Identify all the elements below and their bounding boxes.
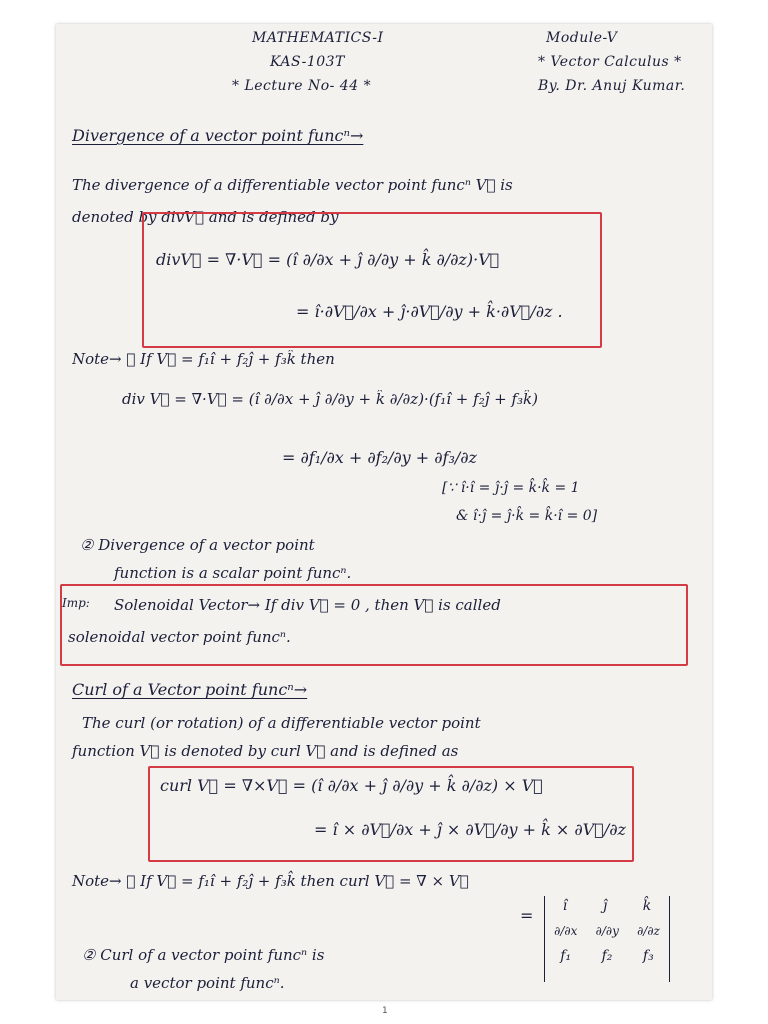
- curl-intro-1: The curl (or rotation) of a differentiable vector point: [82, 714, 481, 732]
- note1-point2-2: function is a scalar point funcⁿ.: [114, 564, 352, 582]
- det-cell: ∂/∂x: [554, 924, 578, 938]
- note1-point2-1: ② Divergence of a vector point: [80, 536, 315, 554]
- det-row-3: [545, 948, 669, 964]
- note2-point2-1: ② Curl of a vector point funcⁿ is: [82, 946, 325, 964]
- author-label: By. Dr. Anuj Kumar.: [538, 78, 686, 94]
- det-cell: ∂/∂z: [637, 924, 660, 938]
- det-row-1: [545, 898, 669, 914]
- curl-intro-2: function V⃗ is denoted by curl V⃗ and is defined as: [72, 742, 459, 760]
- divergence-heading: Divergence of a vector point funcⁿ→: [72, 126, 364, 145]
- divergence-formula-2: = î·∂V⃗/∂x + ĵ·∂V⃗/∂y + k̂·∂V⃗/∂z .: [296, 302, 563, 321]
- notebook-page: [56, 24, 712, 1000]
- note1-bracket-1: [∵ î·î = ĵ·ĵ = k̂·k̂ = 1: [442, 480, 580, 496]
- det-cell: î: [562, 898, 568, 914]
- note1-div-expansion: div V⃗ = ∇·V⃗ = (î ∂/∂x + ĵ ∂/∂y + k̂ ∂/∂z)·(f₁î + f₂ĵ + f₃k̂): [122, 390, 538, 408]
- topic-label: * Vector Calculus *: [538, 54, 682, 70]
- note2-equals: =: [520, 906, 534, 925]
- det-cell: f₂: [601, 948, 613, 964]
- det-cell: ∂/∂y: [595, 924, 619, 938]
- curl-formula-2: = î × ∂V⃗/∂x + ĵ × ∂V⃗/∂y + k̂ × ∂V⃗/∂z: [314, 820, 626, 839]
- note2-point2-2: a vector point funcⁿ.: [130, 974, 285, 992]
- course-code: KAS-103T: [270, 54, 345, 70]
- det-cell: f₁: [560, 948, 572, 964]
- page-number: 1: [382, 1006, 388, 1016]
- solenoidal-line-2: solenoidal vector point funcⁿ.: [68, 628, 291, 646]
- divergence-formula-1: divV⃗ = ∇·V⃗ = (î ∂/∂x + ĵ ∂/∂y + k̂ ∂/∂z)·V⃗: [156, 250, 500, 269]
- det-cell: k̂: [642, 898, 652, 914]
- note1-div-result: = ∂f₁/∂x + ∂f₂/∂y + ∂f₃/∂z: [282, 448, 477, 467]
- solenoidal-line-1: Solenoidal Vector→ If div V⃗ = 0 , then V⃗ is called: [114, 596, 501, 614]
- important-tag: Imp:: [62, 596, 90, 610]
- curl-formula-1: curl V⃗ = ∇×V⃗ = (î ∂/∂x + ĵ ∂/∂y + k̂ ∂/∂z) × V⃗: [160, 776, 543, 795]
- det-cell: ĵ: [602, 898, 608, 914]
- module-label: Module-V: [546, 30, 618, 46]
- note1-bracket-2: & î·ĵ = ĵ·k̂ = k̂·î = 0]: [456, 508, 598, 524]
- note1-label: Note→ ① If V⃗ = f₁î + f₂ĵ + f₃k̂ then: [72, 350, 335, 368]
- curl-determinant: [544, 896, 670, 982]
- divergence-intro-1: The divergence of a differentiable vector point funcⁿ V⃗ is: [72, 176, 513, 194]
- lecture-number: * Lecture No- 44 *: [232, 78, 372, 94]
- divergence-intro-2: denoted by divV⃗ and is defined by: [72, 208, 339, 226]
- det-cell: f₃: [642, 948, 654, 964]
- course-title: MATHEMATICS-I: [252, 30, 384, 46]
- divergence-formula-box: [142, 212, 602, 348]
- det-row-2: [545, 924, 669, 938]
- note2-label: Note→ ① If V⃗ = f₁î + f₂ĵ + f₃k̂ then curl V⃗ = ∇ × V⃗: [72, 872, 469, 890]
- curl-heading: Curl of a Vector point funcⁿ→: [72, 680, 308, 699]
